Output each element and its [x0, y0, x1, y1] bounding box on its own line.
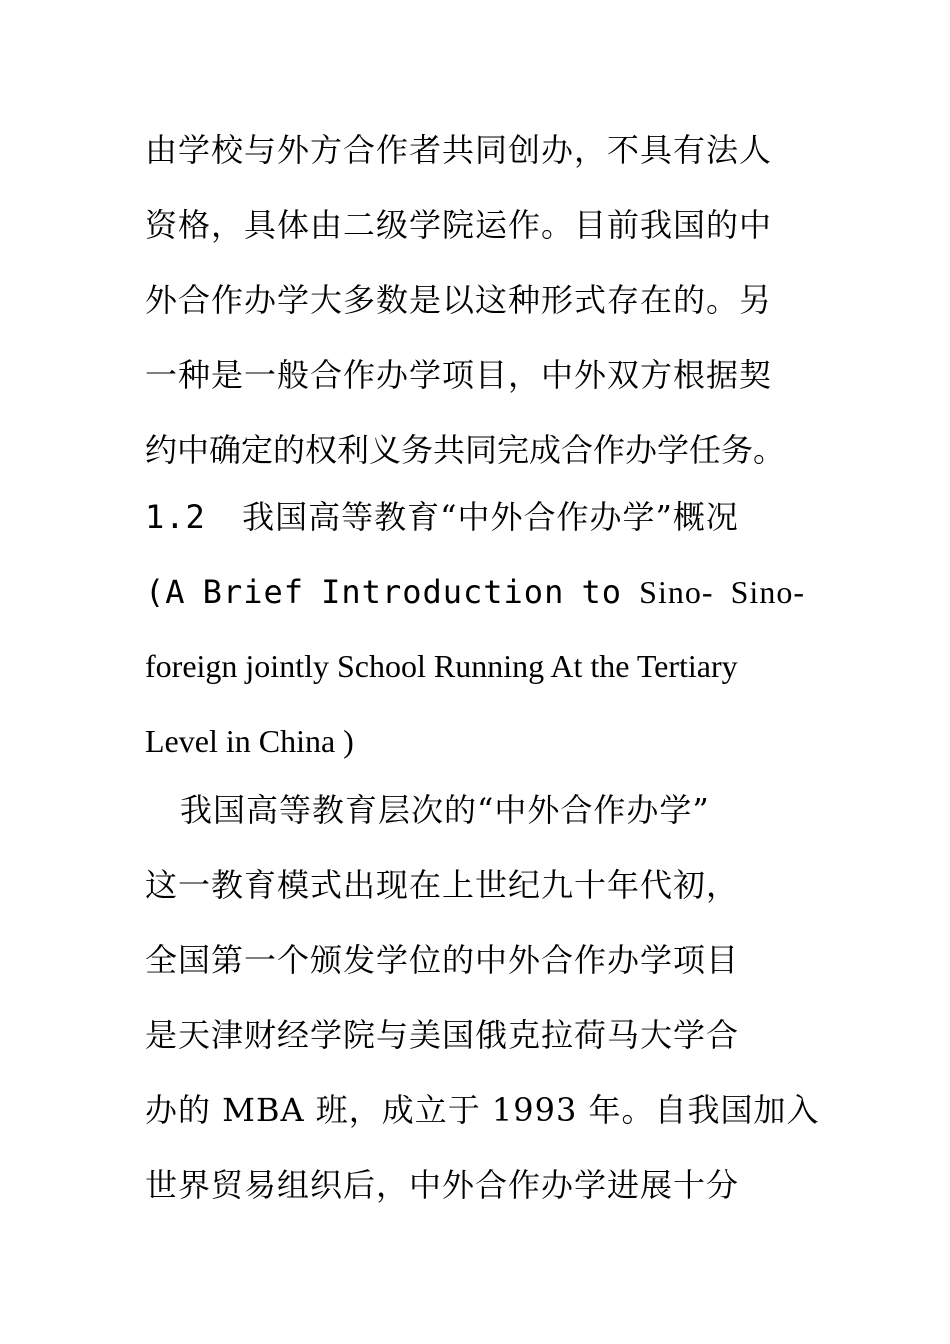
- body-text-line-5: 约中确定的权利义务共同完成合作办学任务。: [145, 431, 786, 469]
- body-text-line-2: 资格，具体由二级学院运作。目前我国的中: [145, 206, 773, 244]
- english-title-word: Sino-: [639, 574, 714, 610]
- english-title-line-2: foreign jointly School Running At the Tertiary: [145, 648, 738, 684]
- paragraph-line-1: 我国高等教育层次的“中外合作办学”: [180, 791, 710, 829]
- english-title-word: (A: [145, 573, 186, 611]
- paragraph-line-5: 办的 MBA 班，成立于 1993 年。自我国加入: [145, 1091, 820, 1129]
- paragraph-line-4: 是天津财经学院与美国俄克拉荷马大学合: [145, 1016, 740, 1054]
- body-text-line-1: 由学校与外方合作者共同创办，不具有法人: [145, 131, 773, 169]
- english-title-word: Brief: [202, 573, 304, 611]
- paragraph-line-3: 全国第一个颁发学位的中外合作办学项目: [145, 941, 740, 979]
- section-title: 我国高等教育“中外合作办学”概况: [242, 498, 739, 536]
- body-text-line-3: 外合作办学大多数是以这种形式存在的。另: [145, 281, 773, 319]
- paragraph-line-2: 这一教育模式出现在上世纪九十年代初，: [145, 866, 740, 904]
- english-title-line-1: [145, 572, 805, 612]
- english-title-word: Introduction: [321, 573, 565, 611]
- body-text-line-4: 一种是一般合作办学项目，中外双方根据契: [145, 356, 773, 394]
- english-title-word: to: [581, 573, 622, 611]
- section-heading: [145, 497, 810, 537]
- paragraph-line-6: 世界贸易组织后，中外合作办学进展十分: [145, 1166, 740, 1204]
- english-title-word: Sino-: [730, 574, 805, 610]
- section-number: 1.2: [145, 498, 206, 536]
- english-title-line-3: Level in China ): [145, 723, 354, 759]
